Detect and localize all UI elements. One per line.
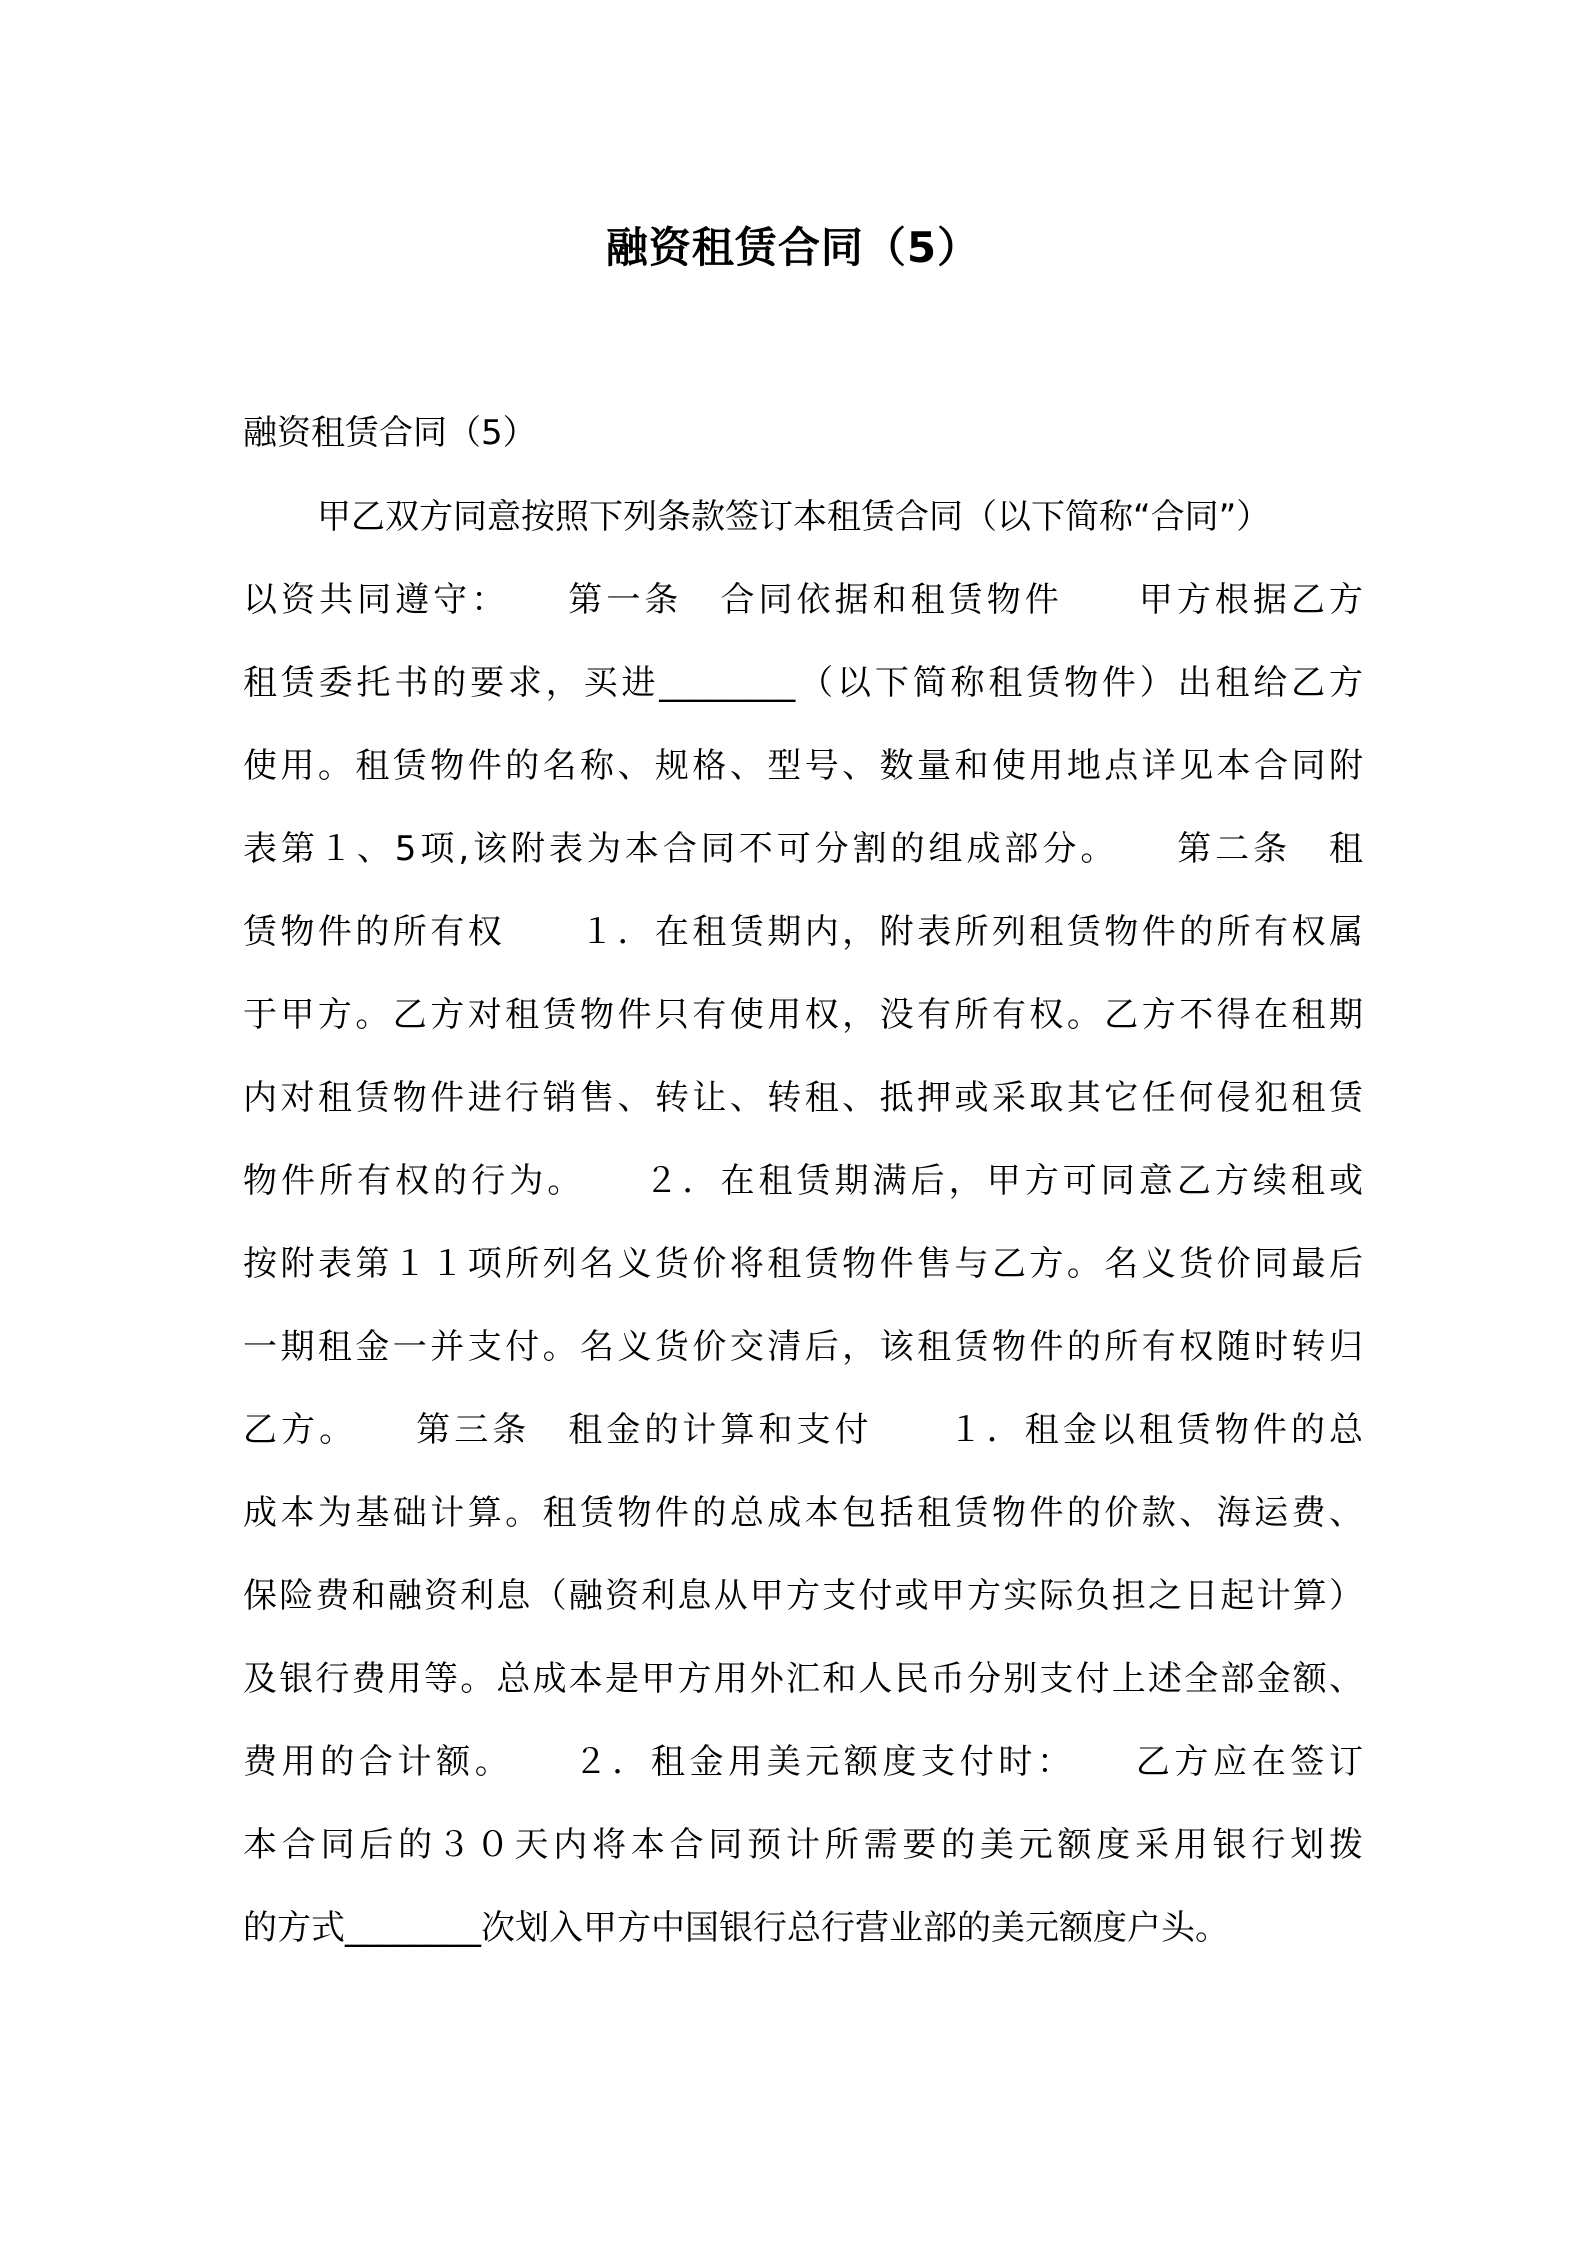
body-line: 内对租赁物件进行销售、转让、转租、抵押或采取其它任何侵犯租赁 [243, 1078, 1363, 1118]
body-line: 本合同后的３０天内将本合同预计所需要的美元额度采用银行划拨 [243, 1825, 1363, 1865]
body-line: 一期租金一并支付。名义货价交清后，该租赁物件的所有权随时转归 [243, 1327, 1363, 1367]
body-line: 赁物件的所有权 １．在租赁期内，附表所列租赁物件的所有权属 [243, 912, 1363, 952]
body-line: 成本为基础计算。租赁物件的总成本包括租赁物件的价款、海运费、 [243, 1493, 1363, 1533]
body-line: 的方式________次划入甲方中国银行总行营业部的美元额度户头。 [243, 1908, 1229, 1948]
document-subtitle: 融资租赁合同（5） [243, 413, 537, 453]
body-line: 及银行费用等。总成本是甲方用外汇和人民币分别支付上述全部金额、 [243, 1659, 1363, 1699]
body-line: 费用的合计额。 ２．租金用美元额度支付时： 乙方应在签订 [243, 1742, 1363, 1782]
body-line: 表第１、5项,该附表为本合同不可分割的组成部分。 第二条 租 [243, 829, 1363, 869]
document-title: 融资租赁合同（5） [605, 223, 981, 272]
body-line: 乙方。 第三条 租金的计算和支付 １．租金以租赁物件的总 [243, 1410, 1363, 1450]
body-line: 以资共同遵守： 第一条 合同依据和租赁物件 甲方根据乙方 [243, 580, 1363, 620]
body-line: 使用。租赁物件的名称、规格、型号、数量和使用地点详见本合同附 [243, 746, 1363, 786]
body-line: 按附表第１１项所列名义货价将租赁物件售与乙方。名义货价同最后 [243, 1244, 1363, 1284]
body-line: 租赁委托书的要求，买进________（以下简称租赁物件）出租给乙方 [243, 663, 1363, 703]
contract-body [243, 492, 1363, 1986]
body-line: 物件所有权的行为。 ２．在租赁期满后，甲方可同意乙方续租或 [243, 1161, 1363, 1201]
body-line: 甲乙双方同意按照下列条款签订本租赁合同（以下简称“合同”） [317, 497, 1271, 537]
body-line: 于甲方。乙方对租赁物件只有使用权，没有所有权。乙方不得在租期 [243, 995, 1363, 1035]
body-line: 保险费和融资利息（融资利息从甲方支付或甲方实际负担之日起计算） [243, 1576, 1363, 1616]
